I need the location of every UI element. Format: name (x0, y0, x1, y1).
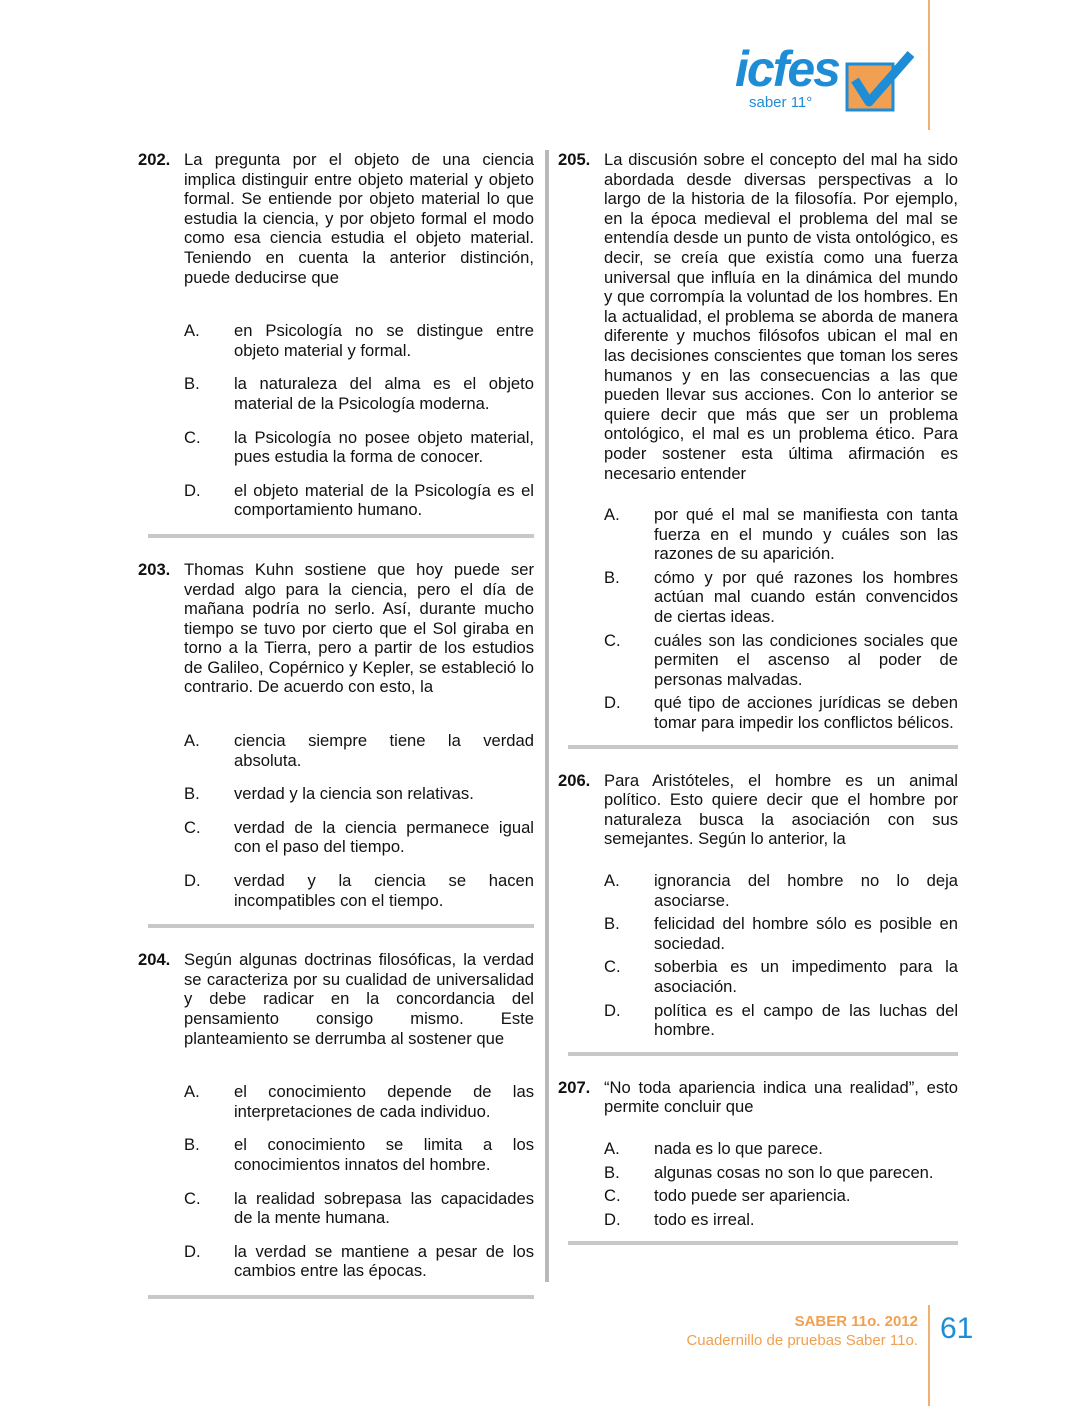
column-divider (545, 150, 549, 1282)
question-separator (148, 924, 534, 928)
logo-wordmark: icfes (735, 41, 839, 97)
answer-option (184, 428, 534, 467)
option-text: política es el campo de las luchas del hombre. (654, 1000, 958, 1040)
answer-options (184, 1082, 534, 1281)
question-205 (558, 150, 958, 733)
question-203 (138, 560, 534, 910)
answer-option (184, 321, 534, 360)
answer-option (604, 914, 958, 953)
answer-option (604, 505, 958, 564)
page-number: 61 (940, 1312, 974, 1345)
question-separator (148, 534, 534, 538)
question-separator (568, 1241, 958, 1245)
icfes-logo (735, 41, 915, 116)
question-separator (568, 745, 958, 749)
option-text: ignorancia del hombre no lo deja asociarse. (654, 871, 958, 910)
option-letter: C. (184, 1188, 201, 1208)
answer-options (604, 871, 958, 1040)
option-text: en Psicología no se distingue entre objeto material y formal. (234, 321, 534, 360)
right-column (558, 150, 958, 1267)
option-letter: D. (184, 1241, 201, 1261)
footer-title: SABER 11o. 2012 (794, 1313, 918, 1330)
question-stem: “No toda apariencia indica una realidad”, esto permite concluir que (604, 1077, 958, 1117)
question-number: 202. (138, 150, 171, 169)
answer-option (604, 957, 958, 996)
option-letter: D. (604, 693, 621, 713)
answer-option (184, 871, 534, 910)
answer-option (184, 374, 534, 413)
option-letter: A. (184, 321, 200, 341)
answer-option (604, 1163, 958, 1183)
question-stem: Thomas Kuhn sostiene que hoy puede ser verdad algo para la ciencia, pero el día de mañana podría no serlo. Así, durante mucho tiempo se tuvo por cierto que el Sol giraba en torno a la Tierra, pero a partir de los estudios de Galileo, Copérnico y Kepler, se estableció lo contrario. De acuerdo con esto, la (184, 559, 534, 697)
answer-option (604, 1186, 958, 1206)
answer-option (184, 1082, 534, 1121)
question-stem: La discusión sobre el concepto del mal ha sido abordada desde diversas perspectivas a lo largo de la historia de la filosofía. Por ejemplo, en la época medieval el problema del mal se entendía desde un punto de vista ontológico, es decir, se creía que existía como una fuerza universal que influía en la dinámica del mundo y que corrompía la voluntad de los hombres. En la actualidad, el problema se aborda de manera diferente y muchos filósofos ubican el mal en las decisiones conscientes que toman los seres humanos y en las consecuencias a las que pueden llevar sus acciones. Con lo anterior se quiere decir que más que ser un problema ontológico, el mal es un problema ético. Para poder sostener esta última afirmación es necesario entender (604, 150, 958, 483)
option-text: todo es irreal. (654, 1209, 755, 1229)
option-letter: D. (184, 871, 201, 891)
question-204 (138, 950, 534, 1281)
question-number: 203. (138, 559, 171, 579)
option-text: la verdad se mantiene a pesar de los cambios entre las épocas. (234, 1241, 534, 1281)
option-text: ciencia siempre tiene la verdad absoluta. (234, 731, 534, 770)
answer-option (604, 871, 958, 910)
question-stem: Según algunas doctrinas filosóficas, la verdad se caracteriza por su cualidad de universalidad y debe radicar en la concordancia del pensamiento consigo mismo. Este planteamiento se derrumba al sostener que (184, 950, 534, 1048)
answer-option (184, 1135, 534, 1174)
option-text: cuáles son las condiciones sociales que permiten el ascenso al poder de personas malvadas. (654, 630, 958, 689)
logo-subtitle: saber 11° (749, 94, 813, 111)
option-text: la realidad sobrepasa las capacidades de la mente humana. (234, 1188, 534, 1228)
option-text: cómo y por qué razones los hombres actúan mal cuando están convencidos de ciertas ideas. (654, 567, 958, 627)
option-text: felicidad del hombre sólo es posible en sociedad. (654, 914, 958, 953)
question-number: 205. (558, 150, 591, 169)
answer-option (184, 731, 534, 770)
question-207 (558, 1078, 958, 1230)
header-accent-line (928, 0, 930, 130)
answer-options (604, 1139, 958, 1229)
option-letter: C. (184, 817, 201, 837)
question-number: 204. (138, 950, 171, 970)
option-text: verdad de la ciencia permanece igual con el paso del tiempo. (234, 817, 534, 857)
option-letter: D. (604, 1000, 621, 1020)
option-text: soberbia es un impedimento para la asociación. (654, 957, 958, 996)
option-letter: A. (604, 505, 620, 525)
question-206 (558, 771, 958, 1040)
question-stem: La pregunta por el objeto de una ciencia implica distinguir entre objeto material y objeto formal. Se entiende por objeto material lo que estudia la ciencia, y por objeto formal el modo como esa ciencia estudia el objeto material. Teniendo en cuenta la anterior distinción, puede deducirse que (184, 150, 534, 287)
answer-options (604, 505, 958, 733)
option-text: verdad y la ciencia se hacen incompatibles con el tiempo. (234, 871, 534, 910)
option-text: todo puede ser apariencia. (654, 1186, 851, 1206)
footer-accent-line (928, 1305, 930, 1406)
question-number: 207. (558, 1077, 591, 1097)
answer-option (184, 784, 534, 804)
answer-option (604, 693, 958, 732)
question-number: 206. (558, 770, 591, 790)
answer-option (184, 481, 534, 520)
answer-options (184, 731, 534, 910)
option-text: nada es lo que parece. (654, 1138, 823, 1158)
option-letter: B. (604, 1162, 620, 1182)
option-letter: B. (184, 374, 200, 394)
option-letter: D. (604, 1209, 621, 1229)
answer-option (604, 568, 958, 627)
option-letter: C. (184, 427, 201, 447)
answer-option (184, 818, 534, 857)
question-separator (148, 1295, 534, 1299)
option-letter: C. (604, 1186, 621, 1206)
option-letter: B. (184, 784, 200, 804)
option-letter: D. (184, 480, 201, 500)
option-letter: A. (604, 1138, 620, 1158)
option-text: por qué el mal se manifiesta con tanta fuerza en el mundo y cuáles son las razones de su aparición. (654, 505, 958, 564)
option-letter: A. (184, 1082, 200, 1102)
option-text: el objeto material de la Psicología es el comportamiento humano. (234, 480, 534, 520)
answer-options (184, 321, 534, 520)
option-text: la Psicología no posee objeto material, pues estudia la forma de conocer. (234, 427, 534, 467)
option-letter: B. (604, 914, 620, 934)
option-text: qué tipo de acciones jurídicas se deben tomar para impedir los conflictos bélicos. (654, 693, 958, 733)
option-text: la naturaleza del alma es el objeto material de la Psicología moderna. (234, 374, 534, 413)
answer-option (604, 1001, 958, 1040)
footer-subtitle: Cuadernillo de pruebas Saber 11o. (686, 1332, 918, 1349)
question-stem: Para Aristóteles, el hombre es un animal político. Esto quiere decir que el hombre por naturaleza busca la asociación con sus semejantes. Según lo anterior, la (604, 770, 958, 849)
answer-option (604, 1210, 958, 1230)
answer-option (604, 631, 958, 690)
answer-option (184, 1189, 534, 1228)
option-letter: A. (604, 871, 620, 890)
option-letter: C. (604, 957, 621, 977)
question-separator (568, 1052, 958, 1056)
option-text: el conocimiento se limita a los conocimientos innatos del hombre. (234, 1135, 534, 1174)
option-letter: A. (184, 731, 200, 751)
option-text: algunas cosas no son lo que parecen. (654, 1162, 934, 1182)
option-text: el conocimiento depende de las interpretaciones de cada individuo. (234, 1082, 534, 1121)
option-text: verdad y la ciencia son relativas. (234, 784, 474, 804)
left-column (138, 150, 534, 1321)
footer (686, 1313, 918, 1349)
answer-option (604, 1139, 958, 1159)
checkmark-icon (845, 50, 915, 112)
option-letter: B. (604, 567, 620, 587)
option-letter: C. (604, 630, 621, 650)
question-202 (138, 150, 534, 520)
answer-option (184, 1242, 534, 1281)
option-letter: B. (184, 1135, 200, 1155)
